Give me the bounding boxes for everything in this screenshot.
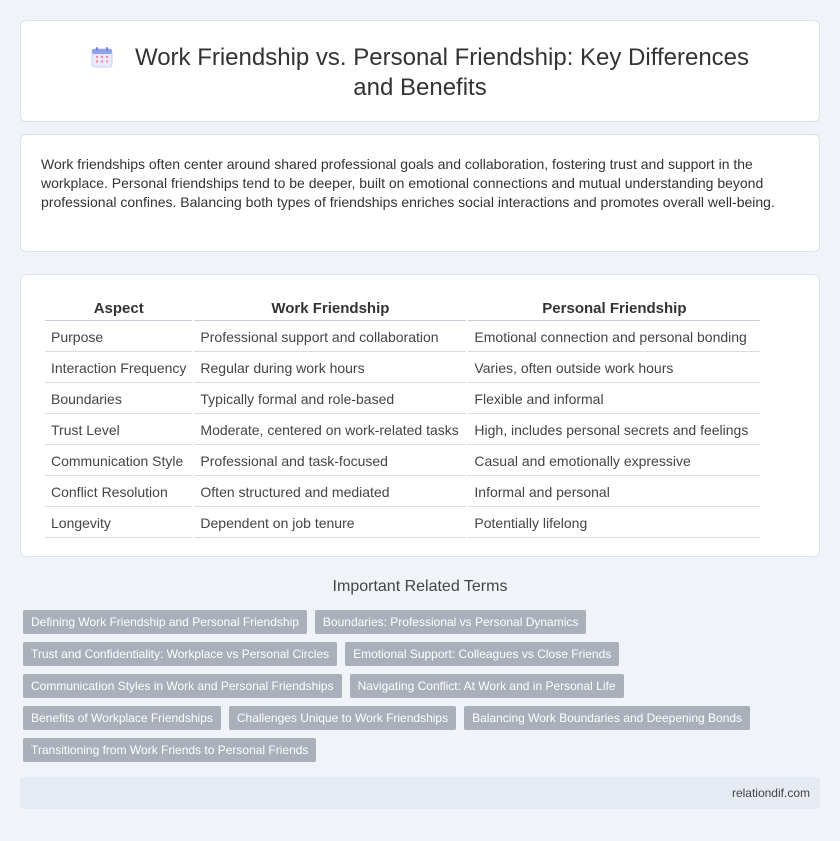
tag-row <box>23 642 803 666</box>
table-row <box>45 354 760 383</box>
related-tag[interactable]: Balancing Work Boundaries and Deepening Bonds <box>464 706 750 730</box>
related-tag[interactable]: Benefits of Workplace Friendships <box>23 706 221 730</box>
table-cell: Typically formal and role-based <box>194 385 466 414</box>
table-cell: Flexible and informal <box>468 385 760 414</box>
page-title-wrap <box>71 43 769 103</box>
table-cell: Purpose <box>45 323 192 352</box>
calendar-icon <box>91 46 113 68</box>
table-cell: Communication Style <box>45 447 192 476</box>
tag-row <box>23 674 803 698</box>
intro-card <box>20 134 820 252</box>
header-aspect: Aspect <box>45 297 192 321</box>
related-tag[interactable]: Challenges Unique to Work Friendships <box>229 706 456 730</box>
table-cell: Interaction Frequency <box>45 354 192 383</box>
related-tags <box>23 610 803 770</box>
tag-row <box>23 738 803 762</box>
tag-row <box>23 706 803 730</box>
table-cell: Professional support and collaboration <box>194 323 466 352</box>
related-tag[interactable]: Transitioning from Work Friends to Personal Friends <box>23 738 316 762</box>
header-work-friendship: Work Friendship <box>194 297 466 321</box>
header-personal-friendship: Personal Friendship <box>468 297 760 321</box>
header-card <box>20 20 820 122</box>
table-cell: Trust Level <box>45 416 192 445</box>
table-cell: Dependent on job tenure <box>194 509 466 538</box>
page-title: Work Friendship vs. Personal Friendship: Key Differences and Benefits <box>134 44 750 101</box>
table-row <box>45 478 760 507</box>
related-tag[interactable]: Navigating Conflict: At Work and in Personal Life <box>350 674 624 698</box>
table-row <box>45 509 760 538</box>
related-tag[interactable]: Defining Work Friendship and Personal Friendship <box>23 610 307 634</box>
table-cell: Boundaries <box>45 385 192 414</box>
table-cell: Conflict Resolution <box>45 478 192 507</box>
table-cell: Casual and emotionally expressive <box>468 447 760 476</box>
comparison-table-card <box>20 274 820 557</box>
table-cell: Moderate, centered on work-related tasks <box>194 416 466 445</box>
table-cell: Informal and personal <box>468 478 760 507</box>
comparison-table <box>43 295 762 540</box>
related-tag[interactable]: Communication Styles in Work and Personal Friendships <box>23 674 342 698</box>
table-cell: Regular during work hours <box>194 354 466 383</box>
table-header-row <box>45 297 760 321</box>
table-row <box>45 323 760 352</box>
footer <box>20 777 820 809</box>
table-cell: Potentially lifelong <box>468 509 760 538</box>
table-row <box>45 385 760 414</box>
table-cell: Professional and task-focused <box>194 447 466 476</box>
table-cell: Varies, often outside work hours <box>468 354 760 383</box>
related-tag[interactable]: Emotional Support: Colleagues vs Close Friends <box>345 642 619 666</box>
related-terms-title: Important Related Terms <box>332 578 508 595</box>
related-tag[interactable]: Trust and Confidentiality: Workplace vs Personal Circles <box>23 642 337 666</box>
table-cell: Longevity <box>45 509 192 538</box>
table-cell: High, includes personal secrets and feelings <box>468 416 760 445</box>
tag-row <box>23 610 803 634</box>
table-row <box>45 416 760 445</box>
related-tag[interactable]: Boundaries: Professional vs Personal Dynamics <box>315 610 586 634</box>
intro-text: Work friendships often center around shared professional goals and collaboration, fostering trust and support in the workplace. Personal friendships tend to be deeper, built on emotional connections and mutual understanding beyond professional confines. Balancing both types of friendships enriches social interactions and promotes overall well-being. <box>41 156 775 210</box>
table-cell: Emotional connection and personal bonding <box>468 323 760 352</box>
table-row <box>45 447 760 476</box>
table-cell: Often structured and mediated <box>194 478 466 507</box>
footer-site-link[interactable]: relationdif.com <box>731 786 810 800</box>
